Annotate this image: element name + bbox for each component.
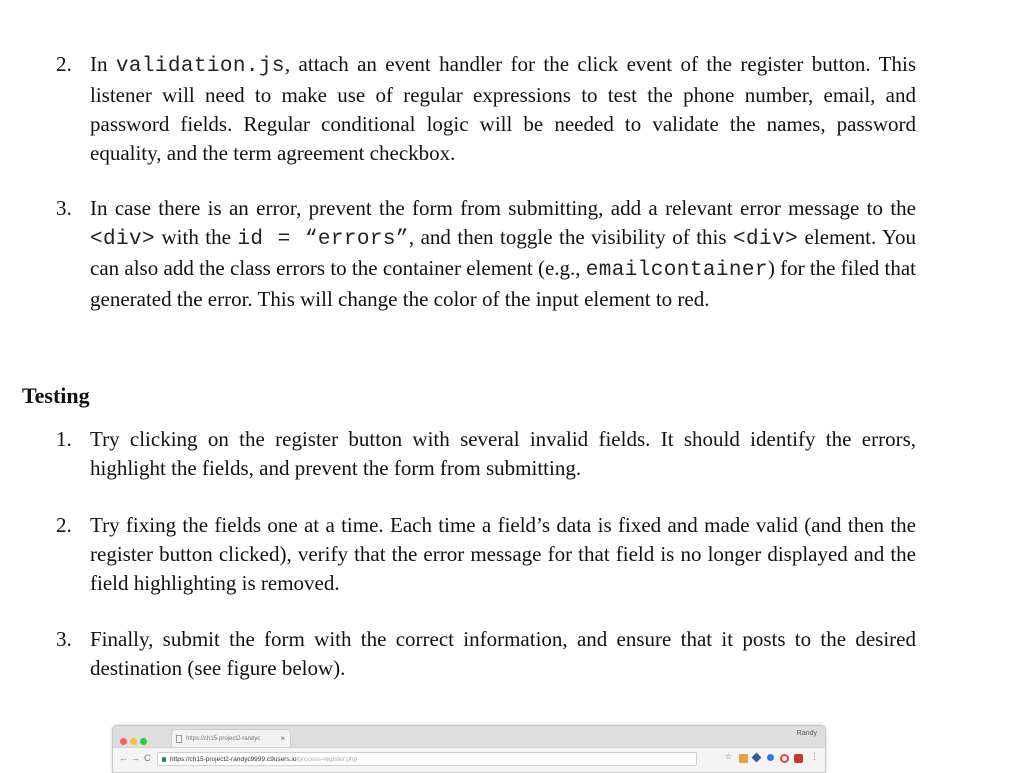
code-snippet: <div> (90, 228, 156, 251)
star-icon: ☆ (725, 752, 733, 761)
text-run: element. You can also add the class errors to the container element (e.g., (90, 225, 917, 280)
testing-item-2 (56, 511, 916, 598)
browser-toolbar (113, 747, 825, 773)
list-number: 1. (56, 427, 72, 451)
text-run: Try fixing the fields one at a time. Each time a field’s data is fixed and made valid (and then the register button clicked), verify that the error message for that field is no longer displayed and the field highlighting is removed. (90, 513, 916, 595)
list-text (90, 50, 916, 168)
extension-diamond-icon (752, 753, 762, 763)
testing-item-1 (56, 425, 916, 483)
text-run: with the (155, 225, 238, 249)
browser-tab-bar (113, 726, 825, 747)
extension-ring-icon (780, 754, 789, 763)
url-path: /process-register.php (296, 756, 358, 763)
text-run: Try clicking on the register button with several invalid fields. It should identify the errors, highlight the fields, and prevent the form from submitting. (90, 427, 916, 480)
reload-icon: C (144, 753, 151, 763)
url-host: https://ch15-project2-randyc9999.c9users.io (170, 756, 297, 763)
text-run: In case there is an error, prevent the form from submitting, add a relevant error message to the (90, 196, 916, 220)
text-run: , and then toggle the visibility of this (408, 225, 734, 249)
tab-close-icon: × (280, 734, 285, 743)
list-number: 3. (56, 196, 72, 220)
text-run: ) for the filed that generated the error. This will change the color of the input element to red. (90, 256, 916, 311)
text-run: Finally, submit the form with the correct information, and ensure that it posts to the desired destination (see figure below). (90, 627, 916, 680)
text-run: , attach an event handler for the click event of the register button. This listener will need to make use of regular expressions to test the phone number, email, and password fields. Regular conditional logic will be needed to validate the names, password equality, and the term agreement checkbox. (90, 52, 916, 165)
code-snippet: <div> (733, 228, 799, 251)
code-snippet: id = “errors” (237, 228, 409, 251)
code-snippet: validation.js (115, 55, 285, 78)
browser-figure (112, 725, 826, 773)
extension-dot-icon (767, 754, 774, 761)
list-item-2 (56, 50, 916, 168)
extension-square-icon (794, 754, 803, 763)
list-number: 2. (56, 52, 72, 76)
back-icon: ← (119, 753, 128, 763)
tab-title: https://ch15-project2-randyc (186, 736, 261, 742)
text-run: In (90, 52, 116, 76)
code-snippet: emailcontainer (585, 259, 768, 282)
list-text (90, 194, 916, 314)
minimize-dot-icon (130, 738, 137, 745)
list-text (90, 625, 916, 683)
list-number: 2. (56, 513, 72, 537)
browser-tab (171, 729, 291, 747)
list-text (90, 425, 916, 483)
section-heading: Testing (22, 383, 90, 408)
close-dot-icon (120, 738, 127, 745)
forward-icon: → (131, 753, 140, 763)
maximize-dot-icon (140, 738, 147, 745)
profile-name: Randy (796, 730, 817, 737)
list-item-3 (56, 194, 916, 314)
extension-icon (739, 754, 748, 763)
testing-item-3 (56, 625, 916, 683)
lock-icon (162, 757, 166, 762)
page-icon (176, 735, 182, 743)
list-number: 3. (56, 627, 72, 651)
list-text (90, 511, 916, 598)
menu-icon: ⋮ (810, 751, 819, 761)
address-bar (157, 752, 697, 766)
